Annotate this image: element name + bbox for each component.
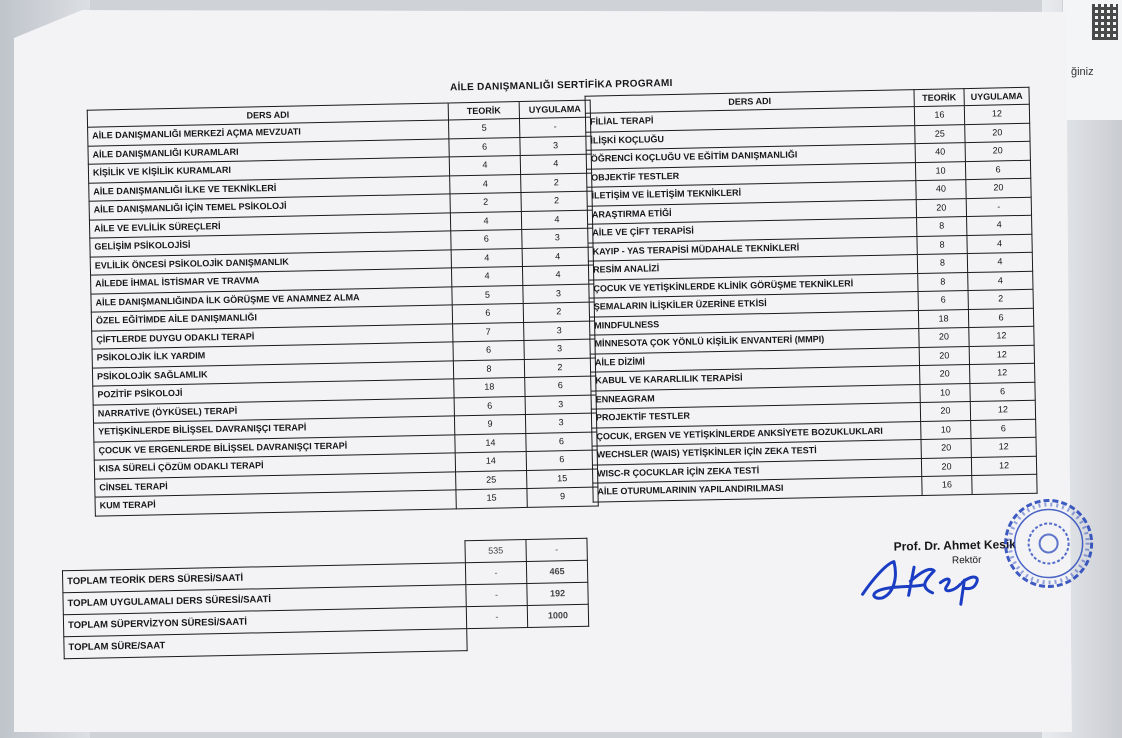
course-name: KABUL VE KARARLILIK TERAPİSİ	[591, 366, 920, 391]
practice-hours: 4	[968, 271, 1033, 291]
course-name: AİLE DANIŞMANLIĞI İÇİN TEMEL PSİKOLOJİ	[89, 194, 450, 220]
practice-hours: 20	[966, 178, 1031, 198]
practice-hours: 2	[521, 173, 592, 193]
theory-hours: 8	[917, 235, 967, 254]
practice-hours	[972, 474, 1037, 494]
practice-hours: 4	[522, 265, 593, 285]
theory-hours: 8	[453, 359, 524, 379]
theory-hours: 20	[920, 365, 970, 384]
practice-hours: 3	[525, 395, 596, 415]
theory-hours: 14	[455, 433, 526, 453]
signer-title: Rektör	[951, 554, 982, 567]
signature-icon	[852, 547, 1023, 610]
course-name: AİLE VE ÇİFT TERAPİSİ	[588, 218, 917, 243]
signer-name: Prof. Dr. Ahmet Kesik	[893, 537, 1017, 554]
practice-hours: 20	[965, 123, 1030, 143]
course-name: ÇOCUK VE ERGENLERDE BİLİŞSEL DAVRANIŞÇI TERAPİ	[94, 434, 455, 460]
course-name: AİLEDE İHMAL İSTİSMAR VE TRAVMA	[91, 268, 452, 294]
totals-label: TOPLAM SÜPERVİZYON SÜRESİ/SAATİ	[63, 607, 466, 637]
theory-hours: 4	[451, 266, 522, 286]
course-name: KUM TERAPİ	[95, 490, 456, 516]
practice-hours: 4	[521, 210, 592, 230]
course-name: CİNSEL TERAPİ	[95, 471, 456, 497]
course-name: EVLİLİK ÖNCESİ PSİKOLOJİK DANIŞMANLIK	[90, 249, 451, 275]
practice-hours: 4	[967, 234, 1032, 254]
course-name: PROJEKTİF TESTLER	[591, 403, 920, 428]
practice-hours: -	[966, 197, 1031, 217]
practice-hours: 6	[526, 450, 597, 470]
course-name: MİNNESOTA ÇOK YÖNLÜ KİŞİLİK ENVANTERİ (MMPI)	[590, 329, 919, 354]
practice-hours: 12	[964, 104, 1029, 124]
totals-value-a: -	[466, 605, 527, 628]
course-name: AİLE VE EVLİLİK SÜREÇLERİ	[89, 212, 450, 238]
background-card-text: ğiniz	[1071, 66, 1094, 78]
theory-hours: 15	[456, 488, 527, 508]
theory-hours: 4	[451, 248, 522, 268]
theory-hours: 20	[921, 457, 971, 476]
header-course-name: DERS ADI	[87, 103, 448, 127]
course-name: KİŞİLİK VE KİŞİLİK KURAMLARI	[88, 157, 449, 183]
course-name: AİLE DANIŞMANLIĞINDA İLK GÖRÜŞME VE ANAMNEZ ALMA	[91, 286, 452, 312]
course-name: AİLE DİZİMİ	[590, 347, 919, 372]
totals-label: TOPLAM UYGULAMALI DERS SÜRESİ/SAATİ	[63, 585, 466, 615]
totals-label: TOPLAM TEORİK DERS SÜRESİ/SAATİ	[62, 563, 465, 593]
course-name: İLETİŞİM VE İLETİŞİM TEKNİKLERİ	[587, 181, 916, 206]
course-name: PSİKOLOJİK İLK YARDIM	[92, 342, 453, 368]
theory-hours: 6	[454, 396, 525, 416]
course-name: AİLE DANIŞMANLIĞI İLKE VE TEKNİKLERİ	[89, 175, 450, 201]
theory-hours: 20	[919, 328, 969, 347]
theory-hours: 20	[921, 439, 971, 458]
document-page	[46, 66, 1100, 671]
theory-hours: 20	[920, 402, 970, 421]
practice-hours: 2	[521, 191, 592, 211]
theory-hours: 8	[918, 272, 968, 291]
theory-hours: 2	[450, 193, 521, 213]
theory-hours: 25	[456, 470, 527, 490]
course-name: AİLE OTURUMLARININ YAPILANDIRILMASI	[593, 477, 922, 502]
course-name: ÇOCUK VE YETİŞKİNLERDE KLİNİK GÖRÜŞME TEKNİKLERİ	[589, 273, 918, 298]
total-theory-sum: 535	[465, 539, 526, 562]
practice-hours: 4	[522, 247, 593, 267]
course-name: OBJEKTİF TESTLER	[587, 162, 916, 187]
practice-hours: 12	[971, 437, 1036, 457]
course-name: RESİM ANALİZİ	[588, 255, 917, 280]
practice-hours: -	[519, 117, 590, 137]
theory-hours: 6	[453, 340, 524, 360]
course-name: ÖĞRENCİ KOÇLUĞU VE EĞİTİM DANIŞMANLIĞI	[586, 144, 915, 169]
theory-hours: 16	[922, 476, 972, 495]
practice-hours: 12	[970, 363, 1035, 383]
course-name: ÖZEL EĞİTİMDE AİLE DANIŞMANLIĞI	[91, 305, 452, 331]
course-name: POZİTİF PSİKOLOJİ	[93, 379, 454, 405]
course-name: WISC-R ÇOCUKLAR İÇİN ZEKA TESTİ	[592, 458, 921, 483]
course-name: AİLE DANIŞMANLIĞI MERKEZİ AÇMA MEVZUATI	[88, 120, 449, 146]
course-name: WECHSLER (WAIS) YETİŞKİNLER İÇİN ZEKA TESTİ	[592, 440, 921, 465]
totals-value-a: -	[465, 561, 526, 584]
theory-hours: 4	[450, 174, 521, 194]
theory-hours: 6	[452, 303, 523, 323]
course-name: GELİŞİM PSİKOLOJİSİ	[90, 231, 451, 257]
header-course-name: DERS ADI	[585, 90, 914, 114]
practice-hours: 3	[524, 321, 595, 341]
practice-hours: 9	[527, 487, 598, 507]
practice-hours: 3	[524, 339, 595, 359]
theory-hours: 4	[450, 211, 521, 231]
course-name: MINDFULNESS	[589, 310, 918, 335]
totals-value-b: 465	[526, 560, 587, 583]
theory-hours: 5	[448, 119, 519, 139]
practice-hours: 3	[525, 413, 596, 433]
practice-hours: 6	[965, 160, 1030, 180]
totals-value-b: 192	[527, 582, 588, 605]
practice-hours: 4	[967, 252, 1032, 272]
course-name: YETİŞKİNLERDE BİLİŞSEL DAVRANIŞÇI TERAPİ	[94, 416, 455, 442]
totals-value-b	[528, 626, 589, 649]
practice-hours: 12	[969, 345, 1034, 365]
theory-hours: 16	[914, 106, 964, 125]
course-name: KAYIP - YAS TERAPİSİ MÜDAHALE TEKNİKLERİ	[588, 236, 917, 261]
theory-hours: 10	[921, 420, 971, 439]
theory-hours: 14	[455, 451, 526, 471]
course-name: ENNEAGRAM	[591, 384, 920, 409]
practice-hours: 4	[967, 215, 1032, 235]
theory-hours: 5	[452, 285, 523, 305]
totals-table	[62, 538, 590, 660]
course-name: AİLE DANIŞMANLIĞI KURAMLARI	[88, 138, 449, 164]
practice-hours: 3	[520, 136, 591, 156]
header-practice: UYGULAMA	[964, 87, 1029, 105]
course-name: ÇOCUK, ERGEN VE YETİŞKİNLERDE ANKSİYETE BOZUKLUKLARI	[592, 421, 921, 446]
course-name: KISA SÜRELİ ÇÖZÜM ODAKLI TERAPİ	[94, 453, 455, 479]
totals-label: TOPLAM SÜRE/SAAT	[64, 629, 467, 659]
practice-hours: 6	[968, 308, 1033, 328]
course-name: PSİKOLOJİK SAĞLAMLIK	[92, 360, 453, 386]
theory-hours: 7	[453, 322, 524, 342]
totals-value-a: -	[466, 583, 527, 606]
header-theory: TEORİK	[448, 102, 519, 120]
course-name: ÇİFTLERDE DUYGU ODAKLI TERAPİ	[92, 323, 453, 349]
course-name: İLİŞKİ KOÇLUĞU	[586, 125, 915, 150]
theory-hours: 25	[915, 124, 965, 143]
theory-hours: 8	[917, 254, 967, 273]
theory-hours: 8	[917, 217, 967, 236]
practice-hours: 2	[524, 358, 595, 378]
theory-hours: 18	[454, 377, 525, 397]
theory-hours: 6	[451, 230, 522, 250]
theory-hours: 9	[454, 414, 525, 434]
practice-hours: 6	[970, 382, 1035, 402]
practice-hours: 12	[969, 326, 1034, 346]
course-name: NARRATİVE (ÖYKÜSEL) TERAPİ	[93, 397, 454, 423]
theory-hours: 4	[449, 156, 520, 176]
practice-hours: 12	[970, 400, 1035, 420]
total-practice-sum: -	[526, 538, 587, 561]
practice-hours: 3	[522, 228, 593, 248]
theory-hours: 10	[920, 383, 970, 402]
header-practice: UYGULAMA	[519, 100, 590, 118]
left-course-table	[87, 100, 599, 517]
practice-hours: 3	[523, 284, 594, 304]
course-name: ŞEMALARIN İLİŞKİLER ÜZERİNE ETKİSİ	[589, 292, 918, 317]
qr-code-icon	[1092, 4, 1118, 40]
theory-hours: 20	[916, 198, 966, 217]
practice-hours: 2	[968, 289, 1033, 309]
practice-hours: 6	[526, 432, 597, 452]
practice-hours: 20	[965, 141, 1030, 161]
right-course-table	[585, 87, 1038, 502]
header-theory: TEORİK	[914, 89, 964, 107]
course-name: FİLİAL TERAPİ	[585, 107, 914, 132]
course-name: ARAŞTIRMA ETİĞİ	[587, 199, 916, 224]
university-seal-icon	[1001, 496, 1097, 592]
practice-hours: 12	[971, 456, 1036, 476]
theory-hours: 6	[449, 137, 520, 157]
theory-hours: 18	[918, 309, 968, 328]
practice-hours: 6	[971, 419, 1036, 439]
theory-hours: 6	[918, 291, 968, 310]
theory-hours: 10	[915, 161, 965, 180]
theory-hours: 20	[919, 346, 969, 365]
practice-hours: 4	[520, 154, 591, 174]
document-title: AİLE DANIŞMANLIĞI SERTİFİKA PROGRAMI	[449, 77, 673, 94]
theory-hours: 40	[916, 180, 966, 199]
practice-hours: 6	[525, 376, 596, 396]
practice-hours: 15	[527, 469, 598, 489]
totals-value-a	[467, 627, 528, 650]
totals-value-b: 1000	[527, 604, 588, 627]
theory-hours: 40	[915, 143, 965, 162]
practice-hours: 2	[523, 302, 594, 322]
